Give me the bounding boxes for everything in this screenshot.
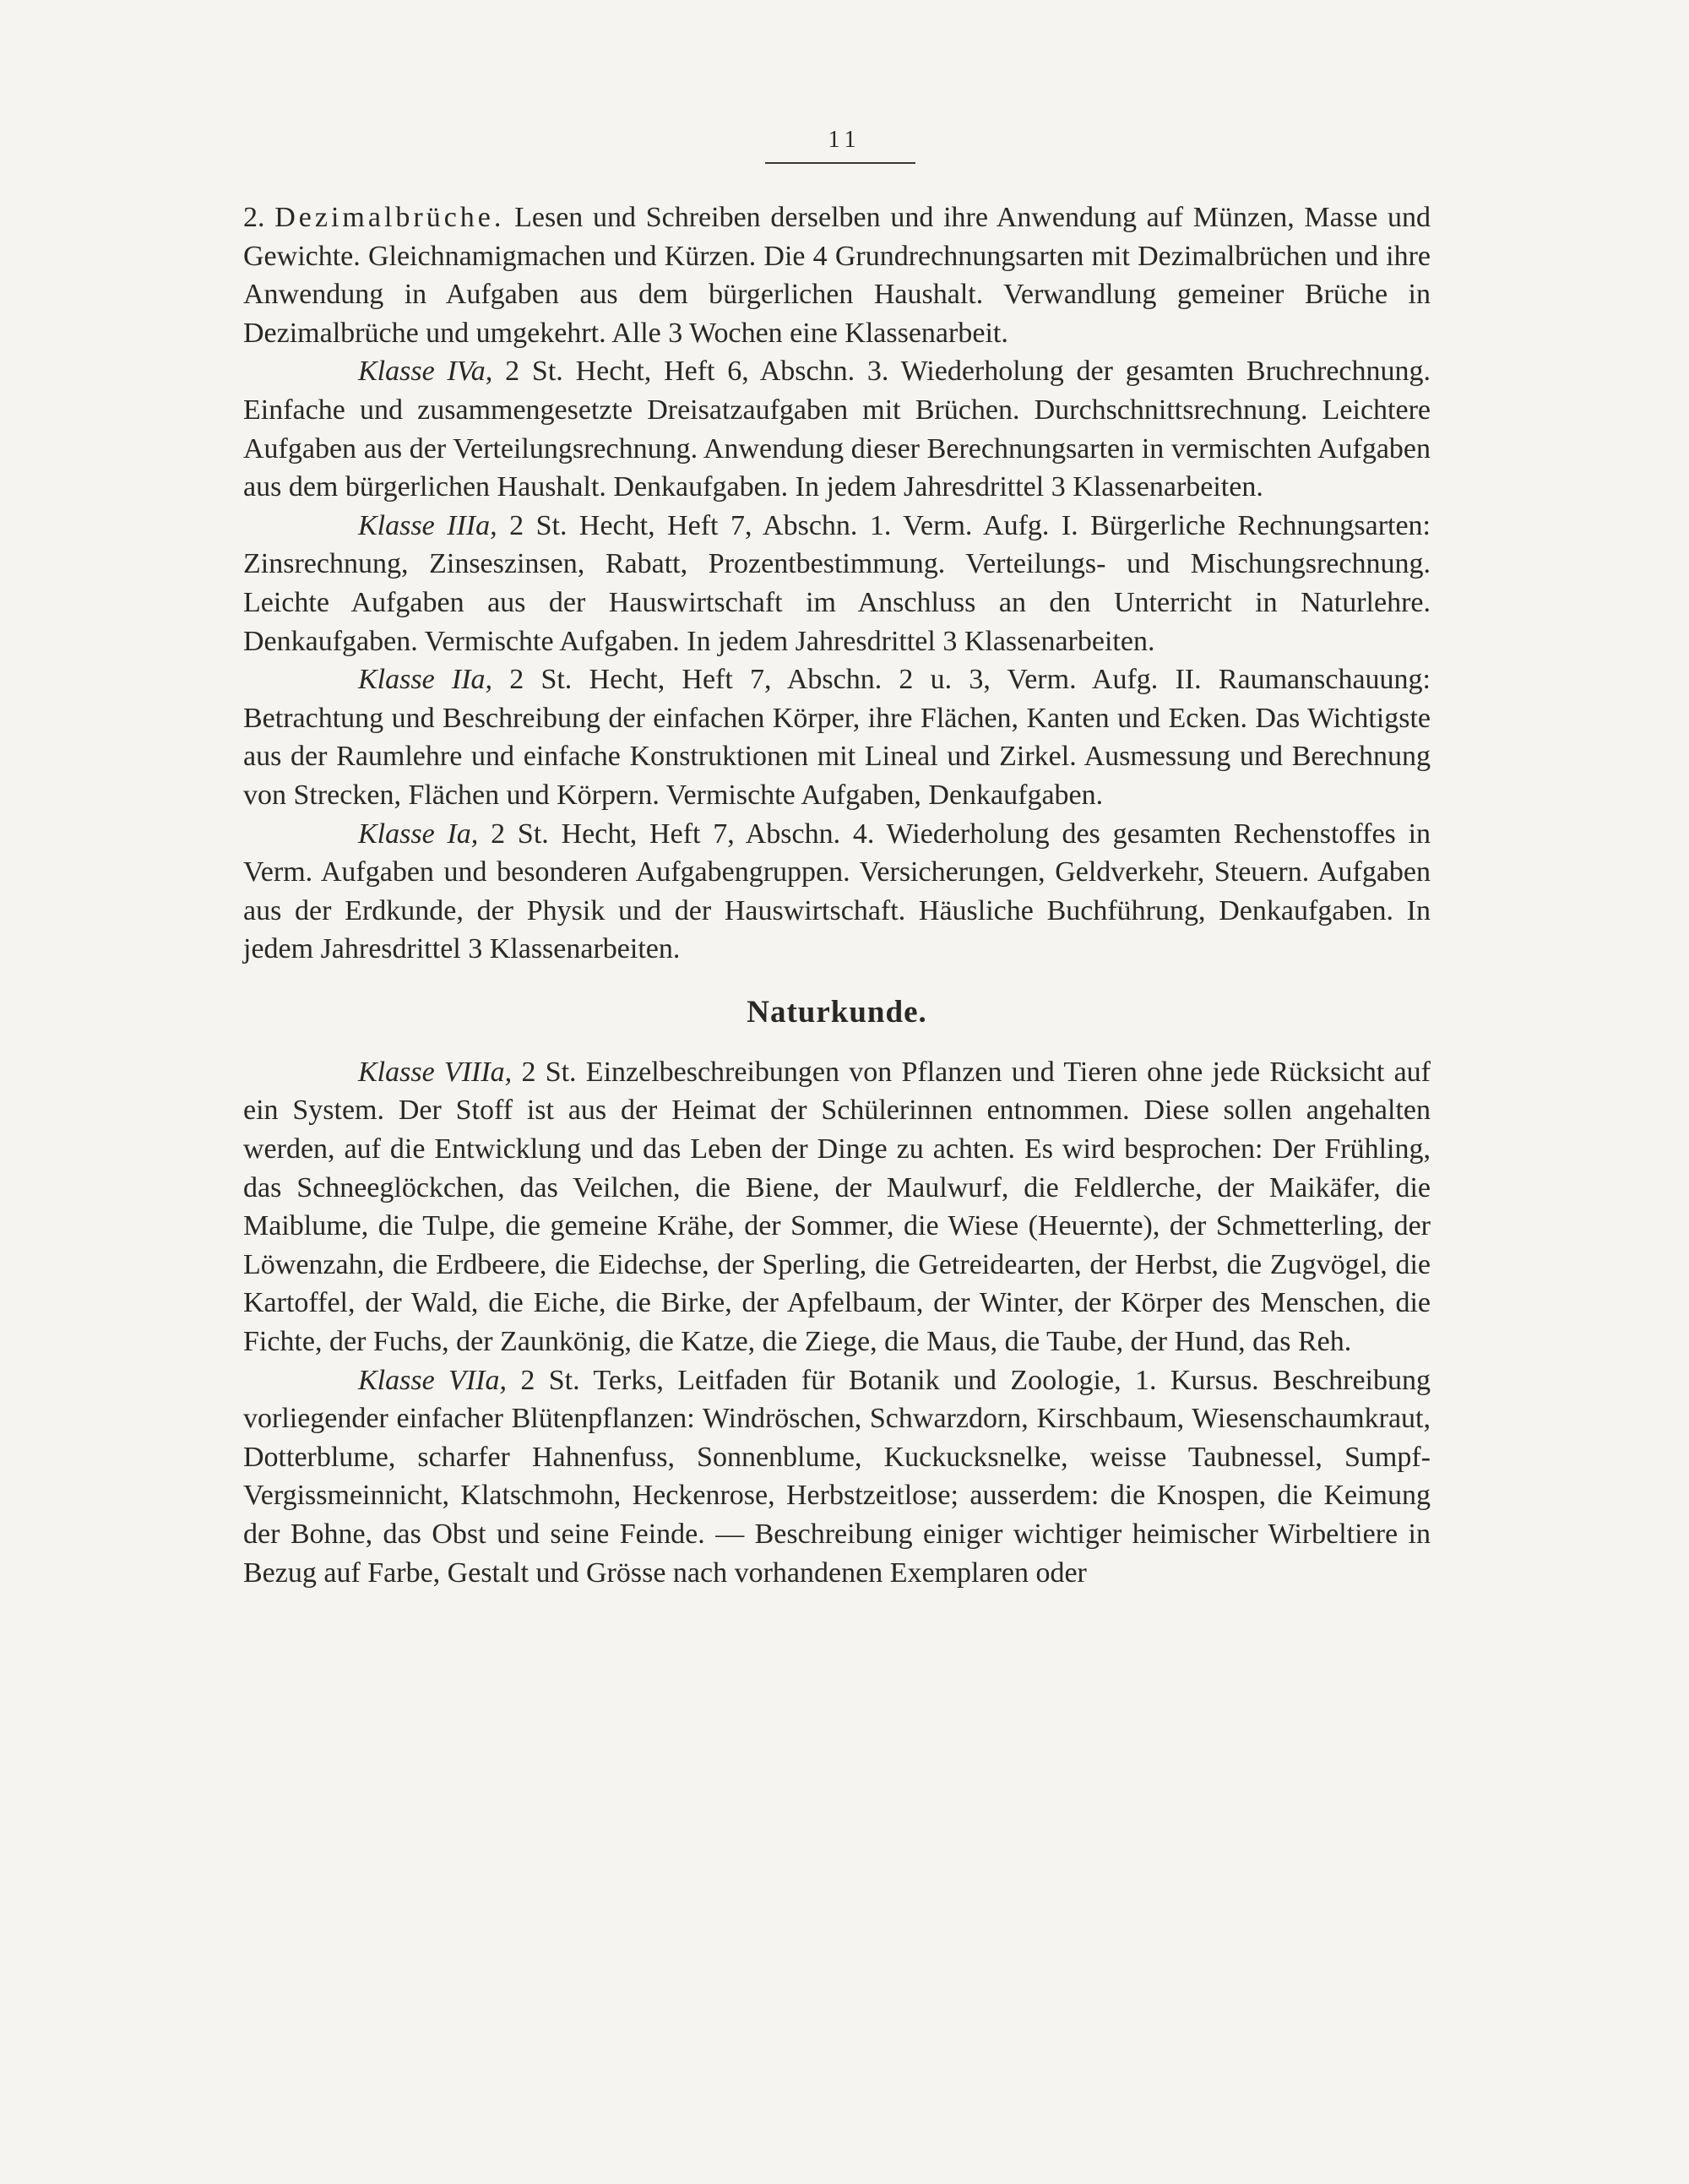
paragraph-text: 2 St. Hecht, Heft 7, Abschn. 1. Verm. Aufg. I. Bürgerliche Rechnungsarten: Zinsrechnung, Zinseszinsen, Rabatt, Prozentbestimmung. Verteilungs- und Mischungsrechnung. Leichte Aufgaben aus der Hauswirtschaft im Anschluss an den Unterricht in Naturlehre. Denkaufgaben. Vermischte Aufgaben. In jedem Jahresdrittel 3 Klassenarbeiten. [243, 509, 1431, 657]
paragraph-klasse-viiia [243, 1053, 1431, 1361]
paragraph-klasse-iiia [243, 507, 1431, 660]
class-label: Klasse VIIa, [358, 1364, 507, 1396]
class-label: Klasse IIIa, [358, 509, 497, 541]
item-title: Dezimalbrüche. [274, 202, 505, 233]
paragraph-text: 2 St. Terks, Leitfaden für Botanik und Zoologie, 1. Kursus. Beschreibung vorliegender einfacher Blütenpflanzen: Windröschen, Schwarzdorn, Kirschbaum, Wiesenschaumkraut, Dotterblume, scharfer Hahnenfuss, Sonnenblume, Kuckucksnelke, weisse Taubnessel, Sumpf-Vergissmeinnicht, Klatschmohn, Heckenrose, Herbstzeitlose; ausserdem: die Knospen, die Keimung der Bohne, das Obst und seine Feinde. — Beschreibung einiger wichtiger heimischer Wirbeltiere in Bezug auf Farbe, Gestalt und Grösse nach vorhandenen Exemplaren oder [243, 1364, 1431, 1589]
class-label: Klasse IVa, [358, 356, 493, 388]
paragraph-klasse-ia [243, 815, 1431, 969]
section-heading-naturkunde: Naturkunde. [747, 994, 927, 1030]
page-number: 11 [828, 127, 861, 153]
class-label: Klasse Ia, [358, 818, 479, 850]
paragraph-klasse-iva [243, 352, 1431, 506]
paragraph-text: 2 St. Hecht, Heft 6, Abschn. 3. Wiederholung der gesamten Bruchrechnung. Einfache und zusammengesetzte Dreisatzaufgaben mit Brüchen. Durchschnittsrechnung. Leichtere Aufgaben aus der Verteilungsrechnung. Anwendung dieser Berechnungsarten in vermischten Aufgaben aus dem bürgerlichen Haushalt. Denkaufgaben. In jedem Jahresdrittel 3 Klassenarbeiten. [243, 356, 1431, 503]
paragraph-text: 2 St. Hecht, Heft 7, Abschn. 4. Wiederholung des gesamten Rechenstoffes in Verm. Aufgaben und besonderen Aufgabengruppen. Versicherungen, Geldverkehr, Steuern. Aufgaben aus der Erdkunde, der Physik und der Hauswirtschaft. Häusliche Buchführung, Denkaufgaben. In jedem Jahresdrittel 3 Klassenarbeiten. [243, 818, 1431, 965]
paragraph-text: 2 St. Einzelbeschreibungen von Pflanzen und Tieren ohne jede Rücksicht auf ein System. Der Stoff ist aus der Heimat der Schülerinnen entnommen. Diese sollen angehalten werden, auf die Entwicklung und das Leben der Dinge zu achten. Es wird besprochen: Der Frühling, das Schneeglöckchen, das Veilchen, die Biene, der Maulwurf, die Feldlerche, der Maikäfer, die Maiblume, die Tulpe, die gemeine Krähe, der Sommer, die Wiese (Heuernte), der Schmetterling, der Löwenzahn, die Erdbeere, die Eidechse, der Sperling, die Getreidearten, der Herbst, die Zugvögel, die Kartoffel, der Wald, die Eiche, die Birke, der Apfelbaum, der Winter, der Körper des Menschen, die Fichte, der Fuchs, der Zaunkönig, die Katze, die Ziege, die Maus, die Taube, der Hund, das Reh. [243, 1056, 1431, 1358]
paragraph-text: 2 St. Hecht, Heft 7, Abschn. 2 u. 3, Verm. Aufg. II. Raumanschauung: Betrachtung und Beschreibung der einfachen Körper, ihre Flächen, Kanten und Ecken. Das Wichtigste aus der Raumlehre und einfache Konstruktionen mit Lineal und Zirkel. Ausmessung und Berechnung von Strecken, Flächen und Körpern. Vermischte Aufgaben, Denkaufgaben. [243, 664, 1431, 811]
class-label: Klasse VIIIa, [358, 1056, 513, 1088]
header-rule [765, 162, 915, 164]
paragraph-text: Lesen und Schreiben derselben und ihre Anwendung auf Münzen, Masse und Gewichte. Gleichnamigmachen und Kürzen. Die 4 Grundrechnungsarten mit Dezimalbrüchen und ihre Anwendung in Aufgaben aus dem bürgerlichen Haushalt. Verwandlung gemeiner Brüche in Dezimalbrüche und umgekehrt. Alle 3 Wochen eine Klassenarbeit. [243, 202, 1431, 349]
paragraph-klasse-iia [243, 660, 1431, 814]
item-number: 2. [243, 202, 265, 233]
document-body [243, 198, 1431, 1592]
paragraph-dezimalbrueche [243, 198, 1431, 352]
paragraph-klasse-viia [243, 1361, 1431, 1593]
class-label: Klasse IIa, [358, 664, 493, 696]
page-header [0, 128, 1689, 152]
